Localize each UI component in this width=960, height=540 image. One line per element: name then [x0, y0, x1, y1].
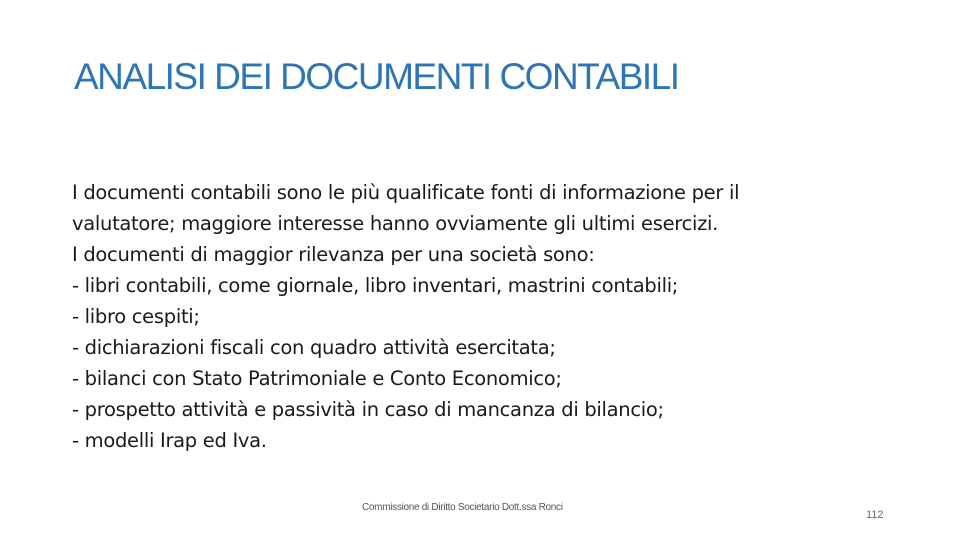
slide-footer: Commissione di Diritto Societario Dott.ssa Ronci	[362, 502, 563, 513]
body-line: valutatore; maggiore interesse hanno ovviamente gli ultimi esercizi.	[72, 212, 719, 235]
bullet-item: - dichiarazioni fiscali con quadro attività esercitata;	[72, 336, 556, 359]
bullet-item: - prospetto attività e passività in caso di mancanza di bilancio;	[72, 398, 664, 421]
body-line: I documenti di maggior rilevanza per una società sono:	[72, 243, 595, 266]
bullet-item: - bilanci con Stato Patrimoniale e Conto Economico;	[72, 367, 562, 390]
body-line: I documenti contabili sono le più qualificate fonti di informazione per il	[72, 181, 740, 204]
bullet-item: - modelli Irap ed Iva.	[72, 429, 267, 452]
page-number: 112	[866, 509, 884, 521]
slide-body	[72, 177, 892, 456]
bullet-item: - libri contabili, come giornale, libro inventari, mastrini contabili;	[72, 274, 679, 297]
slide-title: ANALISI DEI DOCUMENTI CONTABILI	[74, 56, 679, 97]
bullet-item: - libro cespiti;	[72, 305, 200, 328]
